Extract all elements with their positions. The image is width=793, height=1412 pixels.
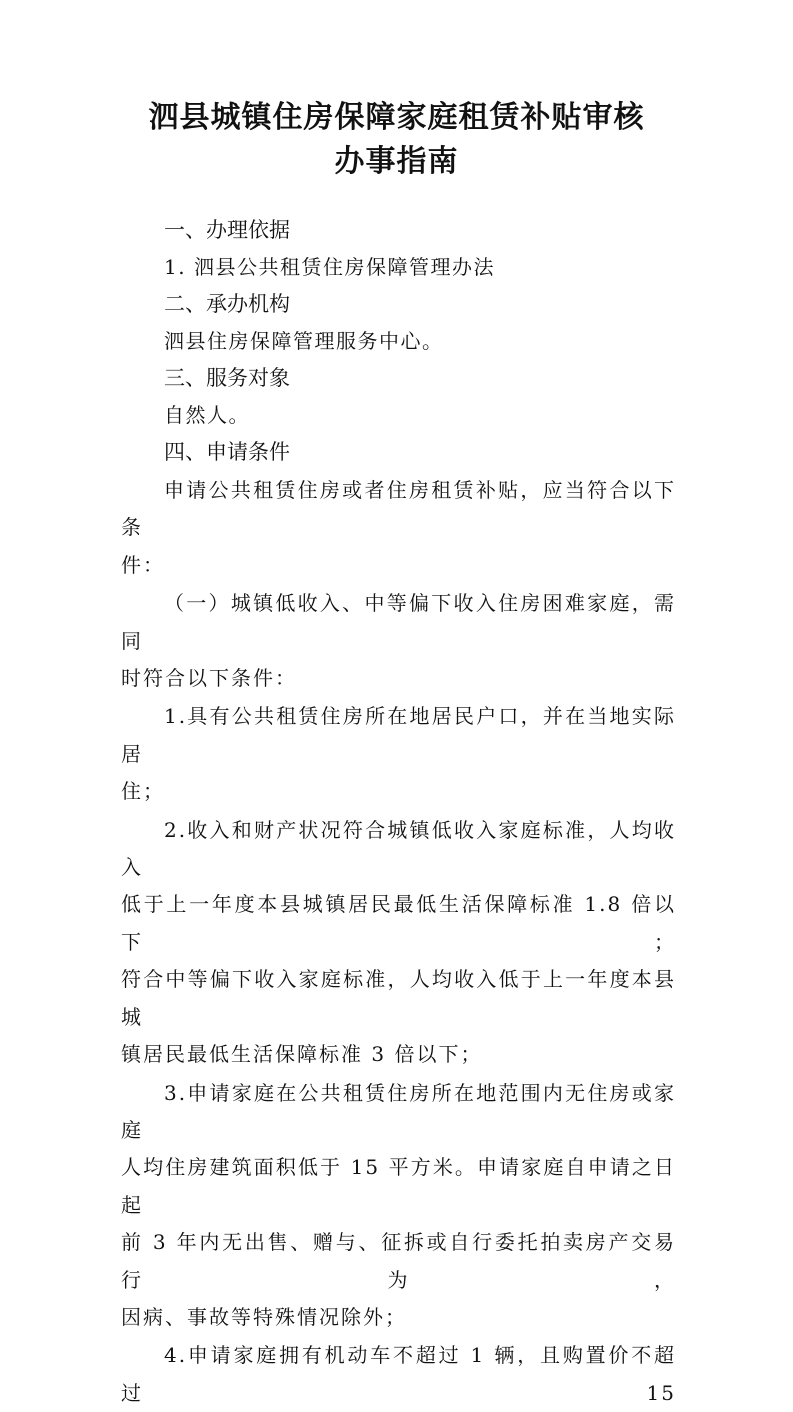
paragraph-line: 申请公共租赁住房或者住房租赁补贴，应当符合以下条 (121, 478, 676, 540)
paragraph-line: 时符合以下条件： (121, 666, 297, 691)
section-heading-agency: 二、承办机构 (164, 292, 290, 316)
document-body (121, 212, 676, 1412)
paragraph-line: 符合中等偏下收入家庭标准，人均收入低于上一年度本县城 (121, 967, 676, 1029)
target-text: 自然人。 (164, 403, 250, 427)
paragraph-line: 镇居民最低生活保障标准 3 倍以下； (121, 1042, 483, 1067)
basis-item-1: 1. 泗县公共租赁住房保障管理办法 (164, 255, 495, 279)
paragraph-condition-3 (121, 1075, 676, 1337)
section-heading-target: 三、服务对象 (164, 366, 290, 390)
paragraph-line: （一）城镇低收入、中等偏下收入住房困难家庭，需同 (121, 591, 676, 653)
paragraph-line: 人均住房建筑面积低于 15 平方米。申请家庭自申请之日起 (121, 1155, 676, 1217)
paragraph-sub-1 (121, 585, 676, 697)
section-heading-conditions: 四、申请条件 (164, 440, 290, 464)
paragraph-condition-2 (121, 812, 676, 1074)
document-title-line-2: 办事指南 (334, 144, 459, 179)
paragraph-line: 因病、事故等特殊情况除外； (121, 1304, 407, 1329)
paragraph-line: 件： (121, 552, 165, 577)
paragraph-line: 2.收入和财产状况符合城镇低收入家庭标准，人均收入 (121, 817, 676, 880)
paragraph-line: 前 3 年内无出售、赠与、征拆或自行委托拍卖房产交易行为， (121, 1230, 676, 1292)
document-title (0, 96, 793, 184)
paragraph-condition-1 (121, 698, 676, 810)
paragraph-line: 住； (121, 779, 165, 804)
paragraph-intro (121, 472, 676, 584)
agency-text: 泗县住房保障管理服务中心。 (164, 329, 444, 353)
section-heading-basis: 一、办理依据 (164, 218, 290, 242)
paragraph-line: 低于上一年度本县城镇居民最低生活保障标准 1.8 倍以下； (121, 892, 676, 954)
paragraph-line: 3.申请家庭在公共租赁住房所在地范围内无住房或家庭 (121, 1080, 676, 1142)
paragraph-condition-4 (121, 1337, 676, 1412)
paragraph-line: 4.申请家庭拥有机动车不超过 1 辆，且购置价不超过 15 (121, 1343, 676, 1405)
document-title-line-1: 泗县城镇住房保障家庭租赁补贴审核 (148, 100, 645, 135)
paragraph-line: 1.具有公共租赁住房所在地居民户口，并在当地实际居 (121, 704, 676, 766)
